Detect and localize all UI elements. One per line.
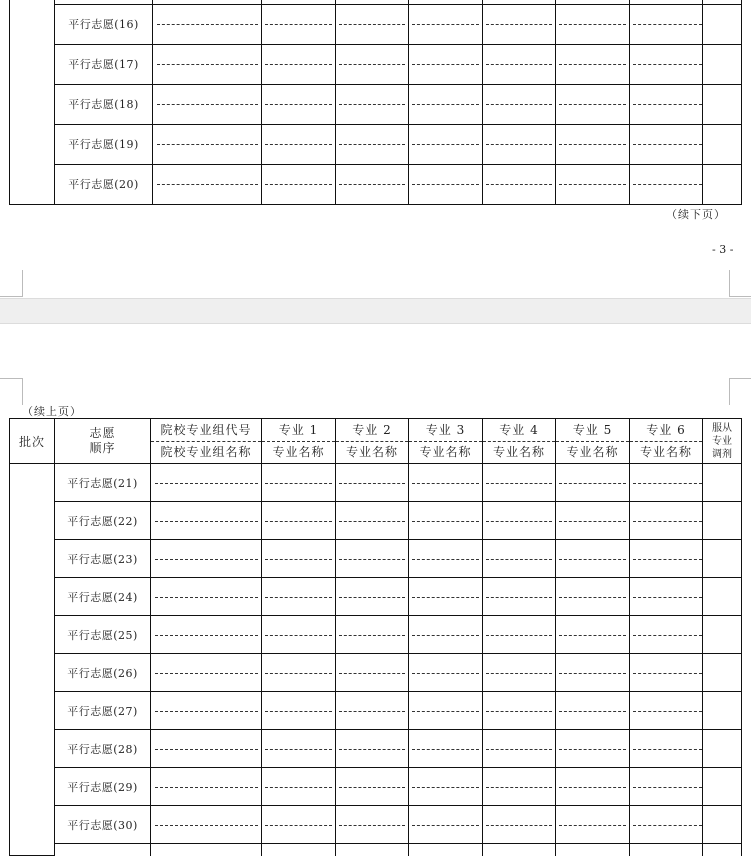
- major-field[interactable]: [262, 578, 336, 616]
- major-field[interactable]: [262, 164, 336, 204]
- major-field[interactable]: [262, 540, 336, 578]
- top-volunteer-table: [9, 0, 742, 205]
- major-field[interactable]: [262, 806, 336, 844]
- group-code-field[interactable]: [153, 164, 262, 204]
- table-row: [10, 806, 742, 844]
- major-field[interactable]: [556, 44, 630, 84]
- major-field[interactable]: [556, 768, 630, 806]
- volunteer-order-label: 平行志愿(25): [55, 616, 151, 654]
- adjust-checkbox-cell[interactable]: [703, 44, 742, 84]
- adjust-checkbox-cell[interactable]: [703, 164, 742, 204]
- major-field[interactable]: [630, 768, 703, 806]
- major-field[interactable]: [336, 806, 409, 844]
- major-field[interactable]: [409, 654, 483, 692]
- volunteer-order-label: 平行志愿(18): [55, 84, 153, 124]
- major-field[interactable]: [556, 84, 630, 124]
- major-field[interactable]: [336, 4, 409, 44]
- adjust-checkbox-cell[interactable]: [703, 540, 742, 578]
- group-code-field[interactable]: [151, 730, 262, 768]
- header-order-line2: 顺序: [89, 441, 116, 455]
- continued-next-note: （续下页）: [666, 208, 726, 221]
- header-adjust-line3: 调剂: [712, 448, 732, 460]
- major-field[interactable]: [556, 4, 630, 44]
- major-field[interactable]: [262, 692, 336, 730]
- major-field[interactable]: [409, 164, 483, 204]
- adjust-checkbox-cell[interactable]: [703, 654, 742, 692]
- major-field[interactable]: [336, 692, 409, 730]
- major-field[interactable]: [336, 502, 409, 540]
- table-row: [10, 4, 742, 44]
- header-adjust: [703, 419, 742, 464]
- table-row: [10, 692, 742, 730]
- adjust-checkbox-cell[interactable]: [703, 616, 742, 654]
- table-cell-fragment: [409, 844, 483, 856]
- volunteer-order-label: 平行志愿(20): [55, 164, 153, 204]
- major-field[interactable]: [262, 502, 336, 540]
- group-code-field[interactable]: [153, 84, 262, 124]
- major-field[interactable]: [630, 464, 703, 502]
- major-field[interactable]: [483, 692, 556, 730]
- table-row: [10, 578, 742, 616]
- major-field[interactable]: [262, 768, 336, 806]
- batch-cell[interactable]: [10, 0, 55, 204]
- volunteer-order-label: 平行志愿(24): [55, 578, 151, 616]
- adjust-checkbox-cell[interactable]: [703, 464, 742, 502]
- adjust-checkbox-cell[interactable]: [703, 806, 742, 844]
- major-field[interactable]: [262, 84, 336, 124]
- major-field[interactable]: [556, 502, 630, 540]
- major-field[interactable]: [630, 616, 703, 654]
- major-field[interactable]: [630, 502, 703, 540]
- header-major-1-label: 专业 1: [262, 420, 335, 442]
- table-row: [10, 44, 742, 84]
- table-row: [10, 540, 742, 578]
- group-code-field[interactable]: [153, 124, 262, 164]
- adjust-checkbox-cell[interactable]: [703, 578, 742, 616]
- group-code-field[interactable]: [151, 654, 262, 692]
- major-field[interactable]: [262, 124, 336, 164]
- major-field[interactable]: [556, 692, 630, 730]
- major-field[interactable]: [556, 616, 630, 654]
- adjust-checkbox-cell[interactable]: [703, 84, 742, 124]
- header-major-6-label: 专业 6: [630, 420, 702, 442]
- volunteer-order-label: 平行志愿(26): [55, 654, 151, 692]
- volunteer-order-label: 平行志愿(30): [55, 806, 151, 844]
- page-separator: [0, 298, 751, 324]
- major-field[interactable]: [483, 654, 556, 692]
- header-major-6: [630, 419, 703, 464]
- major-field[interactable]: [409, 540, 483, 578]
- header-major-3: [409, 419, 483, 464]
- major-field[interactable]: [556, 464, 630, 502]
- major-field[interactable]: [336, 730, 409, 768]
- table-row-fragment: [10, 844, 742, 856]
- major-field[interactable]: [409, 124, 483, 164]
- header-group-name: 院校专业组名称: [160, 444, 252, 459]
- page-corner-mark: [729, 378, 751, 405]
- major-field[interactable]: [409, 44, 483, 84]
- header-major-1: [262, 419, 336, 464]
- page-corner-mark: [0, 378, 23, 405]
- header-major-4-name: 专业名称: [492, 444, 545, 459]
- major-field[interactable]: [409, 730, 483, 768]
- table-cell-fragment: [336, 844, 409, 856]
- page-corner-mark: [729, 270, 751, 297]
- header-order-line1: 志愿: [89, 426, 116, 440]
- group-code-field[interactable]: [151, 578, 262, 616]
- table-row: [10, 84, 742, 124]
- major-field[interactable]: [262, 4, 336, 44]
- major-field[interactable]: [483, 578, 556, 616]
- table-cell-fragment: [556, 844, 630, 856]
- volunteer-order-label: 平行志愿(27): [55, 692, 151, 730]
- major-field[interactable]: [483, 4, 556, 44]
- volunteer-order-label: 平行志愿(28): [55, 730, 151, 768]
- major-field[interactable]: [630, 540, 703, 578]
- adjust-checkbox-cell[interactable]: [703, 768, 742, 806]
- table-cell-fragment: [151, 844, 262, 856]
- major-field[interactable]: [630, 692, 703, 730]
- table-row: [10, 768, 742, 806]
- major-field[interactable]: [409, 464, 483, 502]
- major-field[interactable]: [262, 654, 336, 692]
- major-field[interactable]: [483, 768, 556, 806]
- table-row: [10, 464, 742, 502]
- major-field[interactable]: [556, 578, 630, 616]
- table-cell-fragment: [630, 844, 703, 856]
- major-field[interactable]: [483, 44, 556, 84]
- major-field[interactable]: [483, 502, 556, 540]
- major-field[interactable]: [336, 464, 409, 502]
- header-order: [55, 419, 151, 464]
- table-row: [10, 616, 742, 654]
- header-major-5: [556, 419, 630, 464]
- major-field[interactable]: [336, 44, 409, 84]
- major-field[interactable]: [336, 84, 409, 124]
- table-cell-fragment: [55, 844, 151, 856]
- table-row: [10, 502, 742, 540]
- header-major-6-name: 专业名称: [639, 444, 692, 459]
- volunteer-order-label: 平行志愿(17): [55, 44, 153, 84]
- major-field[interactable]: [336, 768, 409, 806]
- header-major-2: [336, 419, 409, 464]
- major-field[interactable]: [262, 464, 336, 502]
- group-code-field[interactable]: [151, 692, 262, 730]
- major-field[interactable]: [556, 124, 630, 164]
- group-code-field[interactable]: [151, 502, 262, 540]
- major-field[interactable]: [409, 4, 483, 44]
- major-field[interactable]: [630, 124, 703, 164]
- major-field[interactable]: [483, 806, 556, 844]
- major-field[interactable]: [630, 4, 703, 44]
- volunteer-order-label: 平行志愿(16): [55, 4, 153, 44]
- major-field[interactable]: [630, 806, 703, 844]
- major-field[interactable]: [556, 806, 630, 844]
- major-field[interactable]: [336, 578, 409, 616]
- page-number: - 3 -: [712, 243, 734, 256]
- major-field[interactable]: [630, 730, 703, 768]
- major-field[interactable]: [630, 578, 703, 616]
- major-field[interactable]: [336, 616, 409, 654]
- major-field[interactable]: [336, 124, 409, 164]
- major-field[interactable]: [409, 806, 483, 844]
- major-field[interactable]: [556, 654, 630, 692]
- header-major-3-name: 专业名称: [419, 444, 472, 459]
- header-major-3-label: 专业 3: [409, 420, 482, 442]
- major-field[interactable]: [483, 616, 556, 654]
- major-field[interactable]: [409, 578, 483, 616]
- major-field[interactable]: [409, 768, 483, 806]
- volunteer-order-label: 平行志愿(19): [55, 124, 153, 164]
- table-cell-fragment: [703, 844, 742, 856]
- major-field[interactable]: [556, 730, 630, 768]
- major-field[interactable]: [409, 616, 483, 654]
- major-field[interactable]: [483, 464, 556, 502]
- group-code-field[interactable]: [153, 44, 262, 84]
- group-code-field[interactable]: [151, 616, 262, 654]
- major-field[interactable]: [483, 164, 556, 204]
- header-group: [151, 419, 262, 464]
- page-corner-mark: [0, 270, 23, 297]
- volunteer-order-label: 平行志愿(23): [55, 540, 151, 578]
- table-row: [10, 124, 742, 164]
- table-row: [10, 164, 742, 204]
- major-field[interactable]: [336, 164, 409, 204]
- major-field[interactable]: [630, 84, 703, 124]
- table-header-row: [10, 419, 742, 464]
- major-field[interactable]: [336, 540, 409, 578]
- group-code-field[interactable]: [151, 464, 262, 502]
- major-field[interactable]: [556, 164, 630, 204]
- adjust-checkbox-cell[interactable]: [703, 692, 742, 730]
- major-field[interactable]: [409, 84, 483, 124]
- major-field[interactable]: [409, 502, 483, 540]
- major-field[interactable]: [336, 654, 409, 692]
- adjust-checkbox-cell[interactable]: [703, 124, 742, 164]
- header-group-code: 院校专业组代号: [151, 420, 261, 442]
- header-major-2-name: 专业名称: [345, 444, 398, 459]
- major-field[interactable]: [483, 124, 556, 164]
- group-code-field[interactable]: [151, 806, 262, 844]
- volunteer-order-label: 平行志愿(21): [55, 464, 151, 502]
- group-code-field[interactable]: [151, 768, 262, 806]
- header-major-4-label: 专业 4: [483, 420, 555, 442]
- table-cell-fragment: [262, 844, 336, 856]
- group-code-field[interactable]: [151, 540, 262, 578]
- major-field[interactable]: [262, 44, 336, 84]
- adjust-checkbox-cell[interactable]: [703, 730, 742, 768]
- major-field[interactable]: [630, 654, 703, 692]
- group-code-field[interactable]: [153, 4, 262, 44]
- table-row: [10, 730, 742, 768]
- bottom-volunteer-table: [9, 418, 742, 856]
- major-field[interactable]: [483, 84, 556, 124]
- major-field[interactable]: [483, 540, 556, 578]
- header-major-4: [483, 419, 556, 464]
- major-field[interactable]: [262, 616, 336, 654]
- header-adjust-line2: 专业: [712, 435, 732, 447]
- major-field[interactable]: [630, 44, 703, 84]
- major-field[interactable]: [630, 164, 703, 204]
- header-batch: 批次: [10, 419, 55, 464]
- major-field[interactable]: [556, 540, 630, 578]
- header-major-5-label: 专业 5: [556, 420, 629, 442]
- header-adjust-line1: 服从: [712, 422, 732, 434]
- header-major-5-name: 专业名称: [566, 444, 619, 459]
- batch-cell[interactable]: [10, 464, 55, 856]
- header-major-1-name: 专业名称: [272, 444, 325, 459]
- table-row: [10, 654, 742, 692]
- continued-prev-note: （续上页）: [22, 405, 82, 418]
- adjust-checkbox-cell[interactable]: [703, 4, 742, 44]
- major-field[interactable]: [262, 730, 336, 768]
- major-field[interactable]: [409, 692, 483, 730]
- volunteer-order-label: 平行志愿(22): [55, 502, 151, 540]
- adjust-checkbox-cell[interactable]: [703, 502, 742, 540]
- header-major-2-label: 专业 2: [336, 420, 408, 442]
- major-field[interactable]: [483, 730, 556, 768]
- volunteer-order-label: 平行志愿(29): [55, 768, 151, 806]
- table-cell-fragment: [483, 844, 556, 856]
